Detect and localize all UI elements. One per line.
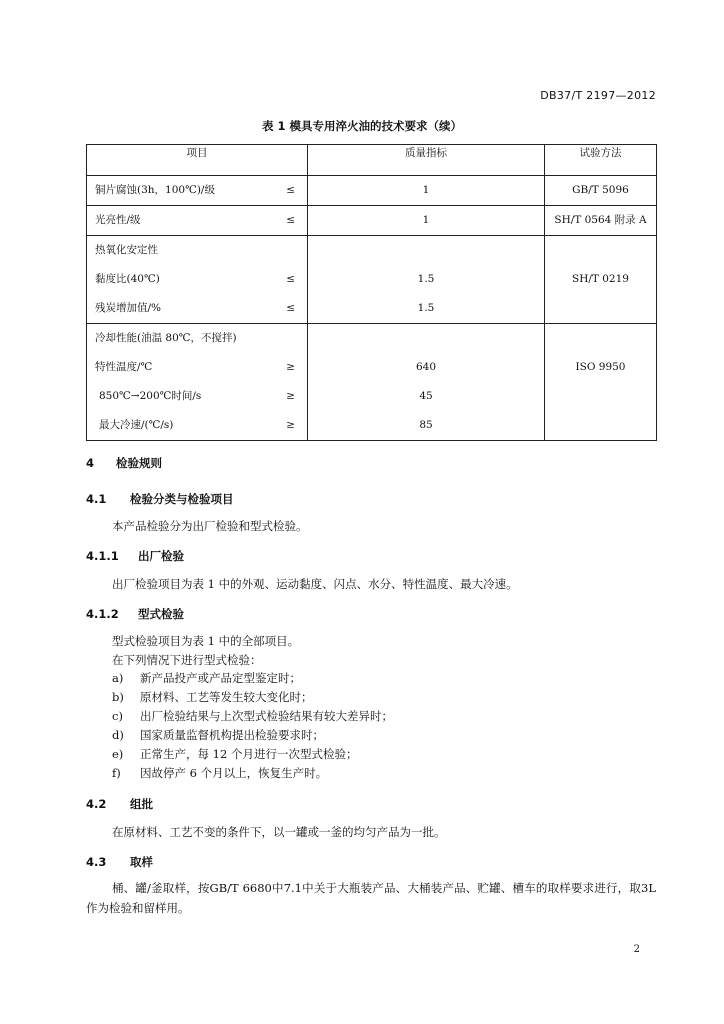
item-label: 残炭增加值/% — [95, 302, 162, 314]
operator: ≥ — [286, 361, 295, 373]
list-item: e) 正常生产，每 12 个月进行一次型式检验； — [112, 747, 358, 761]
quality-value: 640 — [415, 361, 437, 373]
section-text-4-1: 本产品检验分为出厂检验和型式检验。 — [112, 519, 308, 533]
doc-code: DB37/T 2197—2012 — [540, 89, 656, 102]
group-heading: 冷却性能(油温 80℃，不搅拌) — [95, 332, 237, 344]
quality-value: 1 — [422, 184, 430, 196]
group-heading: 热氧化安定性 — [95, 244, 158, 256]
operator: ≤ — [286, 184, 295, 196]
section-heading-4: 4 检验规则 — [86, 456, 162, 470]
test-method: SH/T 0564 附录 A — [554, 214, 647, 226]
section-heading-4-1-1: 4.1.1 出厂检验 — [86, 549, 184, 563]
table-group-row — [87, 236, 657, 324]
item-label: 铜片腐蚀(3h，100℃)/级 — [95, 184, 215, 196]
item-label: 850℃→200℃时间/s — [99, 390, 202, 402]
section-text-4-1-1: 出厂检验项目为表 1 中的外观、运动黏度、闪点、水分、特性温度、最大冷速。 — [112, 577, 518, 591]
item-label: 光亮性/级 — [95, 214, 141, 226]
section-text-4-1-2-intro: 在下列情况下进行型式检验： — [112, 653, 262, 667]
list-item: d) 国家质量监督机构提出检验要求时； — [112, 728, 324, 742]
list-item: c) 出厂检验结果与上次型式检验结果有较大差异时； — [112, 709, 393, 723]
section-text-4-3: 桶、罐/釜取样，按GB/T 6680中7.1中关于大瓶装产品、大桶装产品、贮罐、槽车的取样要求进行，取3L作为检验和留样用。 — [86, 881, 656, 915]
section-heading-4-1: 4.1 检验分类与检验项目 — [86, 492, 234, 506]
conditions-list — [112, 669, 393, 783]
table-title: 表 1 模具专用淬火油的技术要求（续） — [261, 119, 462, 133]
section-heading-4-2: 4.2 组批 — [86, 797, 153, 811]
operator: ≤ — [286, 214, 295, 226]
table-row — [87, 176, 657, 206]
quality-value: 45 — [419, 390, 433, 402]
test-method: SH/T 0219 — [572, 273, 629, 285]
page-number: 2 — [633, 944, 640, 955]
quality-value: 1 — [422, 214, 430, 226]
operator: ≤ — [286, 302, 295, 314]
col-header-method: 试验方法 — [545, 145, 657, 176]
item-label: 黏度比(40℃) — [95, 273, 160, 285]
quality-value: 1.5 — [417, 302, 435, 314]
section-text-4-2: 在原材料、工艺不变的条件下，以一罐或一釜的均匀产品为一批。 — [112, 825, 446, 839]
operator: ≥ — [286, 390, 295, 402]
item-label: 最大冷速/(℃/s) — [99, 419, 174, 431]
item-label: 特性温度/℃ — [95, 361, 153, 373]
list-item: a) 新产品投产或产品定型鉴定时； — [112, 671, 301, 685]
operator: ≥ — [286, 419, 295, 431]
section-heading-4-3: 4.3 取样 — [86, 855, 153, 869]
section-heading-4-1-2: 4.1.2 型式检验 — [86, 607, 184, 621]
table-group-row — [87, 324, 657, 441]
test-method: ISO 9950 — [575, 361, 626, 373]
test-method: GB/T 5096 — [572, 184, 629, 196]
table-header-row — [87, 145, 657, 176]
list-item: b) 原材料、工艺等发生较大变化时； — [112, 690, 313, 704]
list-item: f) 因故停产 6 个月以上，恢复生产时。 — [112, 766, 328, 780]
col-header-item: 项目 — [87, 145, 308, 176]
table-row — [87, 206, 657, 236]
section-text-4-1-2: 型式检验项目为表 1 中的全部项目。 — [112, 634, 300, 648]
spec-table — [86, 144, 657, 441]
quality-value: 85 — [419, 419, 433, 431]
col-header-index: 质量指标 — [308, 145, 545, 176]
operator: ≤ — [286, 273, 295, 285]
quality-value: 1.5 — [417, 273, 435, 285]
